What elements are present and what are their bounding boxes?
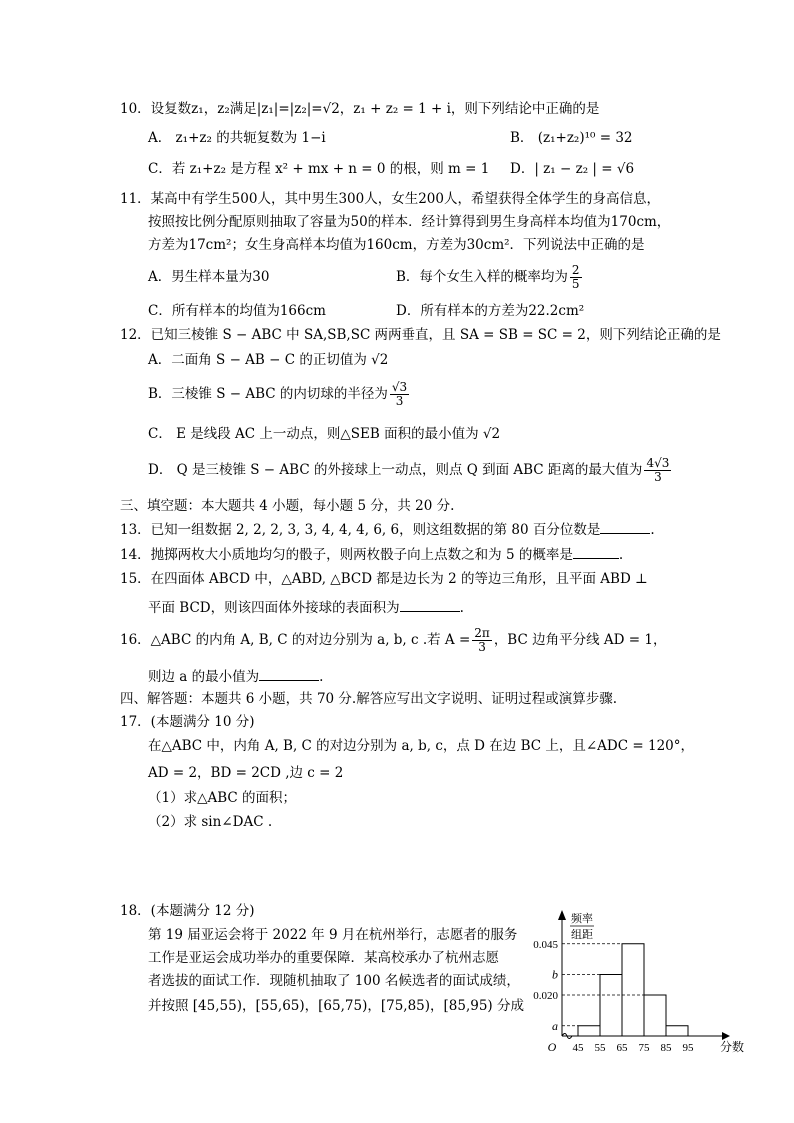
q12-d-fraction-den: 3 bbox=[654, 470, 662, 484]
q14-answer-blank[interactable] bbox=[573, 545, 619, 559]
q11-line-3: 方差为17cm²；女生身高样本均值为160cm，方差为30cm²．下列说法中正确的是 bbox=[148, 237, 645, 253]
q12-option-d-text: D． Q 是三棱锥 S − ABC 的外接球上一动点，则点 Q 到面 ABC 距离的最大值为 bbox=[148, 462, 643, 478]
q12-option-b bbox=[148, 380, 411, 408]
q12-b-fraction-num: √3 bbox=[391, 380, 408, 394]
q12-option-d bbox=[148, 456, 673, 484]
q16-line-2-text: 则边 a 的最小值为 bbox=[148, 669, 260, 685]
q10-stem: 10．设复数z₁，z₂满足|z₁|=|z₂|=√2，z₁ + z₂ = 1 + i，则下列结论中正确的是 bbox=[120, 101, 600, 117]
q18-line-2: 工作是亚运会成功举办的重要保障．某高校承办了杭州志愿 bbox=[148, 950, 499, 966]
q12-option-b-text: B．三棱锥 S − ABC 的内切球的半径为 bbox=[148, 386, 388, 402]
x-tick-label: 85 bbox=[660, 1042, 672, 1054]
q17-heading: 17．(本题满分 10 分) bbox=[120, 714, 255, 730]
frequency-histogram bbox=[533, 908, 746, 1068]
q16-stem-end: ，BC 边角平分线 AD = 1， bbox=[493, 632, 667, 648]
q11-option-a: A．男生样本量为30 bbox=[148, 269, 270, 285]
histogram-bar bbox=[666, 1026, 688, 1036]
q11-option-d: D．所有样本的方差为22.2cm² bbox=[396, 303, 585, 319]
q11-fraction-den: 5 bbox=[571, 277, 580, 291]
q16-fraction bbox=[472, 627, 492, 654]
q17-line-2: AD = 2，BD = 2CD ,边 c = 2 bbox=[148, 765, 344, 781]
q12-option-a: A．二面角 S − AB − C 的正切值为 √2 bbox=[148, 352, 389, 368]
q11-fraction-num: 2 bbox=[571, 263, 580, 277]
y-axis-arrow-icon bbox=[558, 910, 566, 920]
q16-fraction-den: 3 bbox=[478, 640, 486, 654]
q17-part-2: （2）求 sin∠DAC . bbox=[148, 814, 273, 830]
q12-b-fraction-den: 3 bbox=[395, 394, 404, 408]
q14-text bbox=[120, 545, 623, 564]
q12-option-c: C． E 是线段 AC 上一动点，则△SEB 面积的最小值为 √2 bbox=[148, 426, 501, 442]
histogram-bar bbox=[622, 944, 644, 1036]
x-tick-label: 75 bbox=[638, 1042, 650, 1054]
q16-line-1 bbox=[120, 624, 666, 656]
y-tick-label: a bbox=[552, 1018, 558, 1033]
q18-heading: 18．(本题满分 12 分) bbox=[120, 903, 255, 919]
x-tick-label: 95 bbox=[682, 1042, 694, 1054]
q14-stem: 14．抛掷两枚大小质地均匀的骰子，则两枚骰子向上点数之和为 5 的概率是 bbox=[120, 547, 573, 563]
y-axis-label-numerator: 频率 bbox=[571, 913, 593, 925]
q10-option-d: D．| z₁ − z₂ | = √6 bbox=[510, 161, 635, 177]
q13-stem: 13．已知一组数据 2, 2, 2, 3, 3, 4, 4, 4, 6, 6，则这组数据的第 80 百分位数是 bbox=[120, 522, 601, 538]
y-tick-label: 0.045 bbox=[533, 938, 558, 951]
q10-option-a: A． z₁+z₂ 的共轭复数为 1−i bbox=[148, 130, 326, 146]
section-4-heading: 四、解答题：本题共 6 小题，共 70 分.解答应写出文字说明、证明过程或演算步骤. bbox=[120, 691, 618, 707]
q15-answer-blank[interactable] bbox=[400, 598, 460, 612]
y-tick-label: 0.020 bbox=[533, 990, 558, 1002]
q18-line-1: 第 19 届亚运会将于 2022 年 9 月在杭州举行，志愿者的服务 bbox=[148, 927, 518, 943]
q18-line-3: 者选拔的面试工作．现随机抽取了 100 名候选者的面试成绩， bbox=[148, 973, 520, 989]
x-tick-label: 45 bbox=[572, 1042, 584, 1054]
histogram-bar bbox=[600, 975, 622, 1037]
q11-line-1: 11．某高中有学生500人，其中男生300人，女生200人，希望获得全体学生的身高信息， bbox=[120, 191, 660, 207]
q12-d-fraction-num: 4√3 bbox=[646, 456, 670, 470]
q15-line-2-text: 平面 BCD，则该四面体外接球的表面积为 bbox=[148, 600, 400, 616]
x-axis-arrow-icon bbox=[722, 1032, 730, 1040]
x-tick-label: 55 bbox=[594, 1042, 606, 1054]
q16-period: . bbox=[319, 669, 324, 685]
q15-line-2 bbox=[148, 598, 464, 617]
y-tick-label: b bbox=[552, 967, 558, 982]
q11-option-b-text: B．每个女生入样的概率均为 bbox=[396, 269, 568, 285]
histogram-bar bbox=[644, 995, 666, 1036]
q18-line-4: 并按照 [45,55)，[55,65)，[65,75)，[75,85)，[85,95) 分成 bbox=[148, 998, 524, 1014]
q12-b-fraction bbox=[390, 381, 409, 408]
q13-answer-blank[interactable] bbox=[600, 520, 650, 534]
x-axis-label: 分数 bbox=[719, 1040, 745, 1054]
origin-label: O bbox=[547, 1040, 557, 1054]
y-axis-label-denominator: 组距 bbox=[571, 929, 593, 941]
q16-stem: 16．△ABC 的内角 A, B, C 的对边分别为 a, b, c .若 A = bbox=[120, 632, 471, 648]
q12-d-fraction bbox=[644, 457, 671, 484]
q11-line-2: 按照按比例分配原则抽取了容量为50的样本．经计算得到男生身高样本均值为170cm， bbox=[148, 214, 671, 230]
section-3-heading: 三、填空题：本大题共 4 小题，每小题 5 分，共 20 分. bbox=[120, 498, 455, 514]
x-tick-label: 65 bbox=[616, 1042, 628, 1054]
histogram-bars bbox=[578, 944, 688, 1036]
q10-option-b: B． (z₁+z₂)¹⁰ = 32 bbox=[510, 130, 633, 146]
q16-fraction-num: 2π bbox=[474, 626, 490, 640]
histogram-labels bbox=[533, 911, 744, 1054]
q17-part-1: （1）求△ABC 的面积； bbox=[148, 790, 297, 806]
q11-option-c: C．所有样本的均值为166cm bbox=[148, 303, 326, 319]
q11-fraction bbox=[570, 264, 582, 291]
q13-period: . bbox=[650, 522, 655, 538]
q16-answer-blank[interactable] bbox=[259, 667, 319, 681]
q10-option-c: C．若 z₁+z₂ 是方程 x² + mx + n = 0 的根，则 m = 1 bbox=[148, 161, 490, 177]
q17-line-1: 在△ABC 中，内角 A, B, C 的对边分别为 a, b, c，点 D 在边 BC 上，且∠ADC = 120°， bbox=[148, 738, 694, 754]
q15-line-1: 15．在四面体 ABCD 中，△ABD, △BCD 都是边长为 2 的等边三角形，且平面 ABD ⊥ bbox=[120, 571, 648, 587]
histogram-bar bbox=[578, 1026, 600, 1036]
q14-period: . bbox=[618, 547, 624, 563]
q13-text bbox=[120, 520, 655, 539]
q16-line-2 bbox=[148, 667, 323, 686]
q15-period: . bbox=[459, 600, 464, 616]
q11-option-b bbox=[396, 264, 584, 291]
q12-stem: 12．已知三棱锥 S − ABC 中 SA,SB,SC 两两垂直，且 SA = SB = SC = 2，则下列结论正确的是 bbox=[120, 327, 721, 343]
